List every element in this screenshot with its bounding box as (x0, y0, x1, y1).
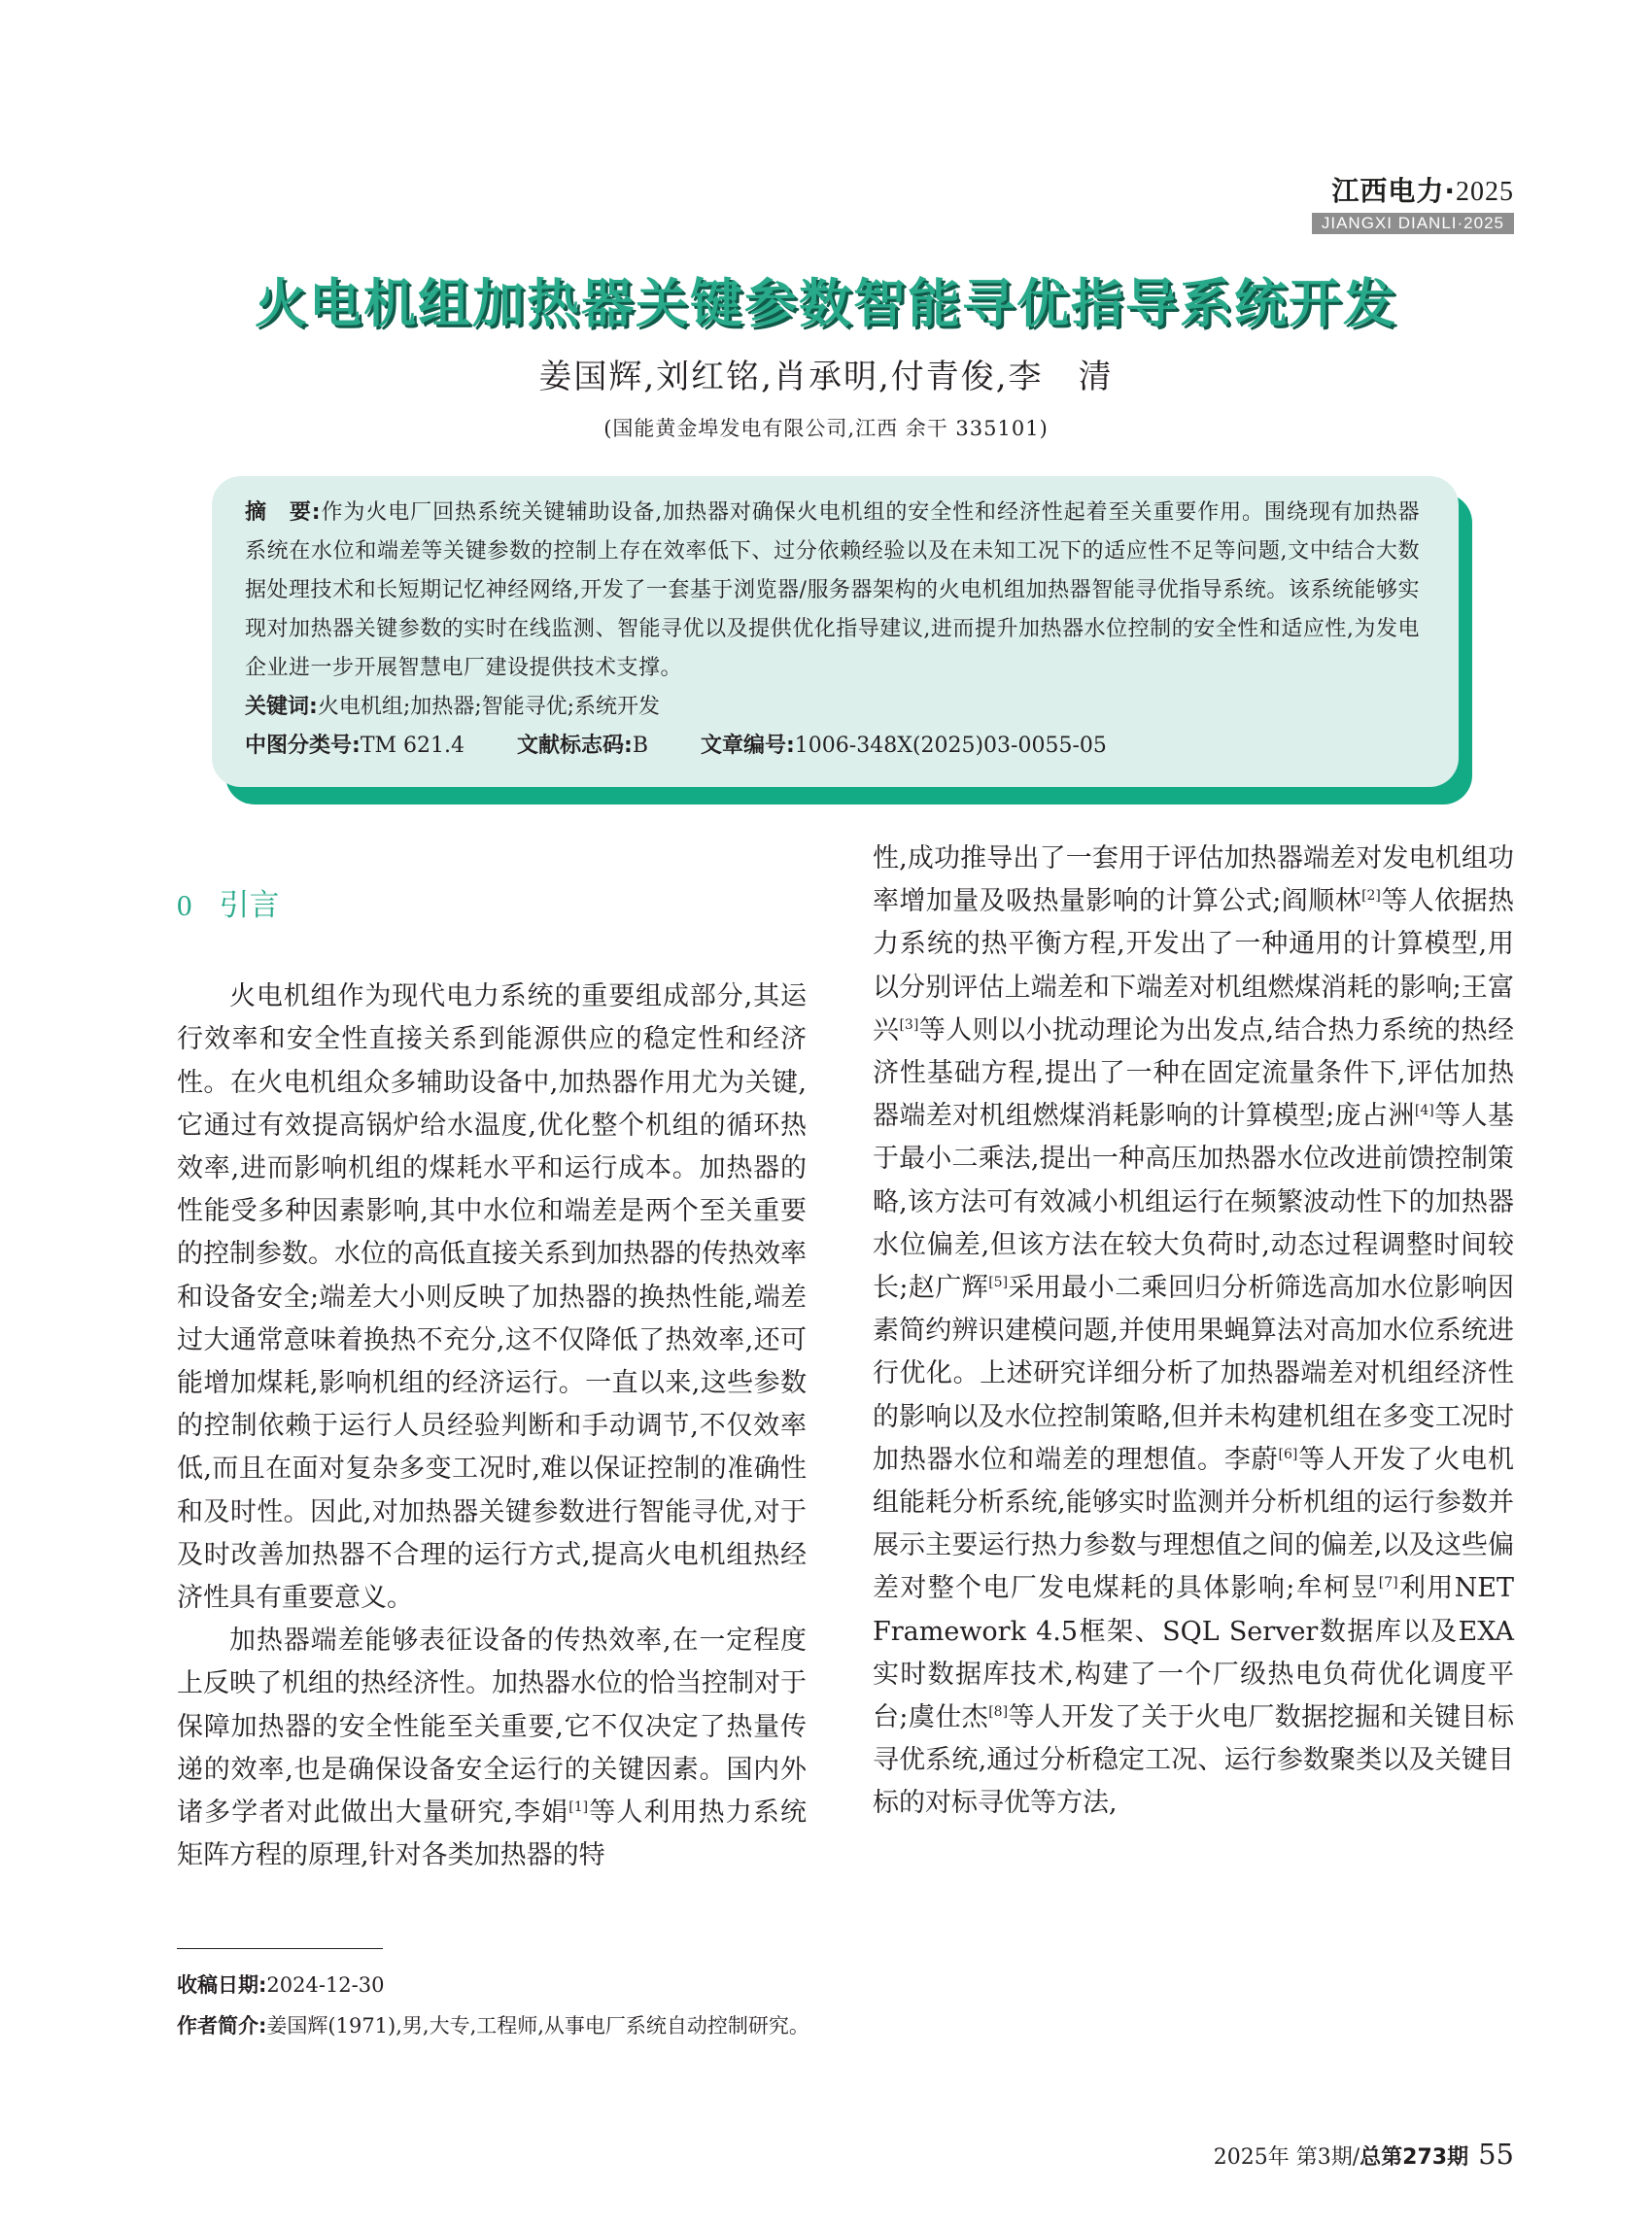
footnote-divider (177, 1948, 383, 1949)
affiliation: (国能黄金埠发电有限公司,江西 余干 335101) (603, 417, 1049, 440)
journal-header (1312, 170, 1514, 234)
paragraph: 加热器端差能够表征设备的传热效率,在一定程度上反映了机组的热经济性。加热器水位的恰当控制对于保障加热器的安全性能至关重要,它不仅决定了热量传递的效率,也是确保设备安全运行的关键因素。国内外诸多学者对此做出大量研究,李娟[1]等人利用热力系统矩阵方程的原理,针对各类加热器的特 (177, 1626, 808, 1871)
abstract-box (212, 476, 1459, 787)
citation: [5] (988, 1275, 1009, 1291)
abstract (245, 494, 1420, 688)
abstract-text: 作为火电厂回热系统关键辅助设备,加热器对确保火电机组的安全性和经济性起着至关重要作用。围绕现有加热器系统在水位和端差等关键参数的控制上存在效率低下、过分依赖经验以及在未知工况下的适应性不足等问题,文中结合大数据处理技术和长短期记忆神经网络,开发了一套基于浏览器/服务器架构的火电机组加热器智能寻优指导系统。该系统能够实现对加热器关键参数的实时在线监测、智能寻优以及提供优化指导建议,进而提升加热器水位控制的安全性和适应性,为发电企业进一步开展智慧电厂建设提供技术支撑。 (245, 500, 1420, 680)
abstract-label: 摘 要: (245, 500, 322, 525)
citation: [4] (1414, 1103, 1434, 1119)
document-code: 文献标志码:B (517, 734, 648, 758)
received-date: 收稿日期:2024-12-30 (177, 1973, 385, 1997)
authors: 姜国辉,刘红铭,肖承明,付青俊,李 清 (538, 358, 1114, 396)
left-column (177, 836, 807, 1877)
article-number: 文章编号:1006-348X(2025)03-0055-05 (700, 734, 1107, 758)
page-number: 55 (1478, 2138, 1514, 2171)
clc-number: 中图分类号:TM 621.4 (245, 734, 465, 758)
citation: [1] (568, 1799, 589, 1816)
citation: [3] (899, 1016, 919, 1033)
classification-row (245, 727, 1420, 766)
citation: [2] (1361, 888, 1381, 905)
author-bio: 作者简介:姜国辉(1971),男,大专,工程师,从事电厂系统自动控制研究。 (177, 2014, 809, 2038)
paragraph: 火电机组作为现代电力系统的重要组成部分,其运行效率和安全性直接关系到能源供应的稳定性和经济性。在火电机组众多辅助设备中,加热器作用尤为关键,它通过有效提高锅炉给水温度,优化整个机组的循环热效率,进而影响机组的煤耗水平和运行成本。加热器的性能受多种因素影响,其中水位和端差是两个至关重要的控制参数。水位的高低直接关系到加热器的传热效率和设备安全;端差大小则反映了加热器的换热性能,端差过大通常意味着换热不充分,这不仅降低了热效率,还可能增加煤耗,影响机组的经济运行。一直以来,这些参数的控制依赖于运行人员经验判断和手动调节,不仅效率低,而且在面对复杂多变工况时,难以保证控制的准确性和及时性。因此,对加热器关键参数进行智能寻优,对于及时改善加热器不合理的运行方式,提高火电机组热经济性具有重要意义。 (177, 981, 807, 1614)
citation: [6] (1278, 1446, 1298, 1462)
journal-name-cn: 江西电力·2025 (1331, 175, 1514, 207)
journal-name-en: JIANGXI DIANLI·2025 (1312, 213, 1514, 234)
paragraph: 性,成功推导出了一套用于评估加热器端差对发电机组功率增加量及吸热量影响的计算公式;阎顺林[2]等人依据热力系统的热平衡方程,开发出了一种通用的计算模型,用以分别评估上端差和下端差对机组燃煤消耗的影响;王富兴[3]等人则以小扰动理论为出发点,结合热力系统的热经济性基础方程,提出了一种在固定流量条件下,评估加热器端差对机组燃煤消耗影响的计算模型;庞占洲[4]等人基于最小二乘法,提出一种高压加热器水位改进前馈控制策略,该方法可有效减小机组运行在频繁波动性下的加热器水位偏差,但该方法在较大负荷时,动态过程调整时间较长;赵广辉[5]采用最小二乘回归分析筛选高加水位影响因素简约辨识建模问题,并使用果蝇算法对高加水位系统进行优化。上述研究详细分析了加热器端差对机组经济性的影响以及水位控制策略,但并未构建机组在多变工况时加热器水位和端差的理想值。李蔚[6]等人开发了火电机组能耗分析系统,能够实时监测并分析机组的运行参数并展示主要运行热力参数与理想值之间的偏差,以及这些偏差对整个电厂发电煤耗的具体影响;牟柯昱[7]利用NET Framework 4.5框架、SQL Server数据库以及EXA实时数据库技术,构建了一个厂级热电负荷优化调度平台;虞仕杰[8]等人开发了关于火电厂数据挖掘和关键目标寻优系统,通过分析稳定工况、运行参数聚类以及关键目标的对标寻优等方法, (873, 843, 1515, 1819)
right-column (873, 838, 1514, 1826)
page-footer: 2025年 第3期/总第273期 55 (1213, 2138, 1514, 2171)
keywords: 关键词:火电机组;加热器;智能寻优;系统开发 (245, 695, 661, 719)
citation: [8] (988, 1704, 1009, 1721)
citation: [7] (1378, 1575, 1398, 1592)
paper-title: 火电机组加热器关键参数智能寻优指导系统开发 (255, 273, 1397, 334)
section-heading: 0 引言 (177, 888, 280, 923)
